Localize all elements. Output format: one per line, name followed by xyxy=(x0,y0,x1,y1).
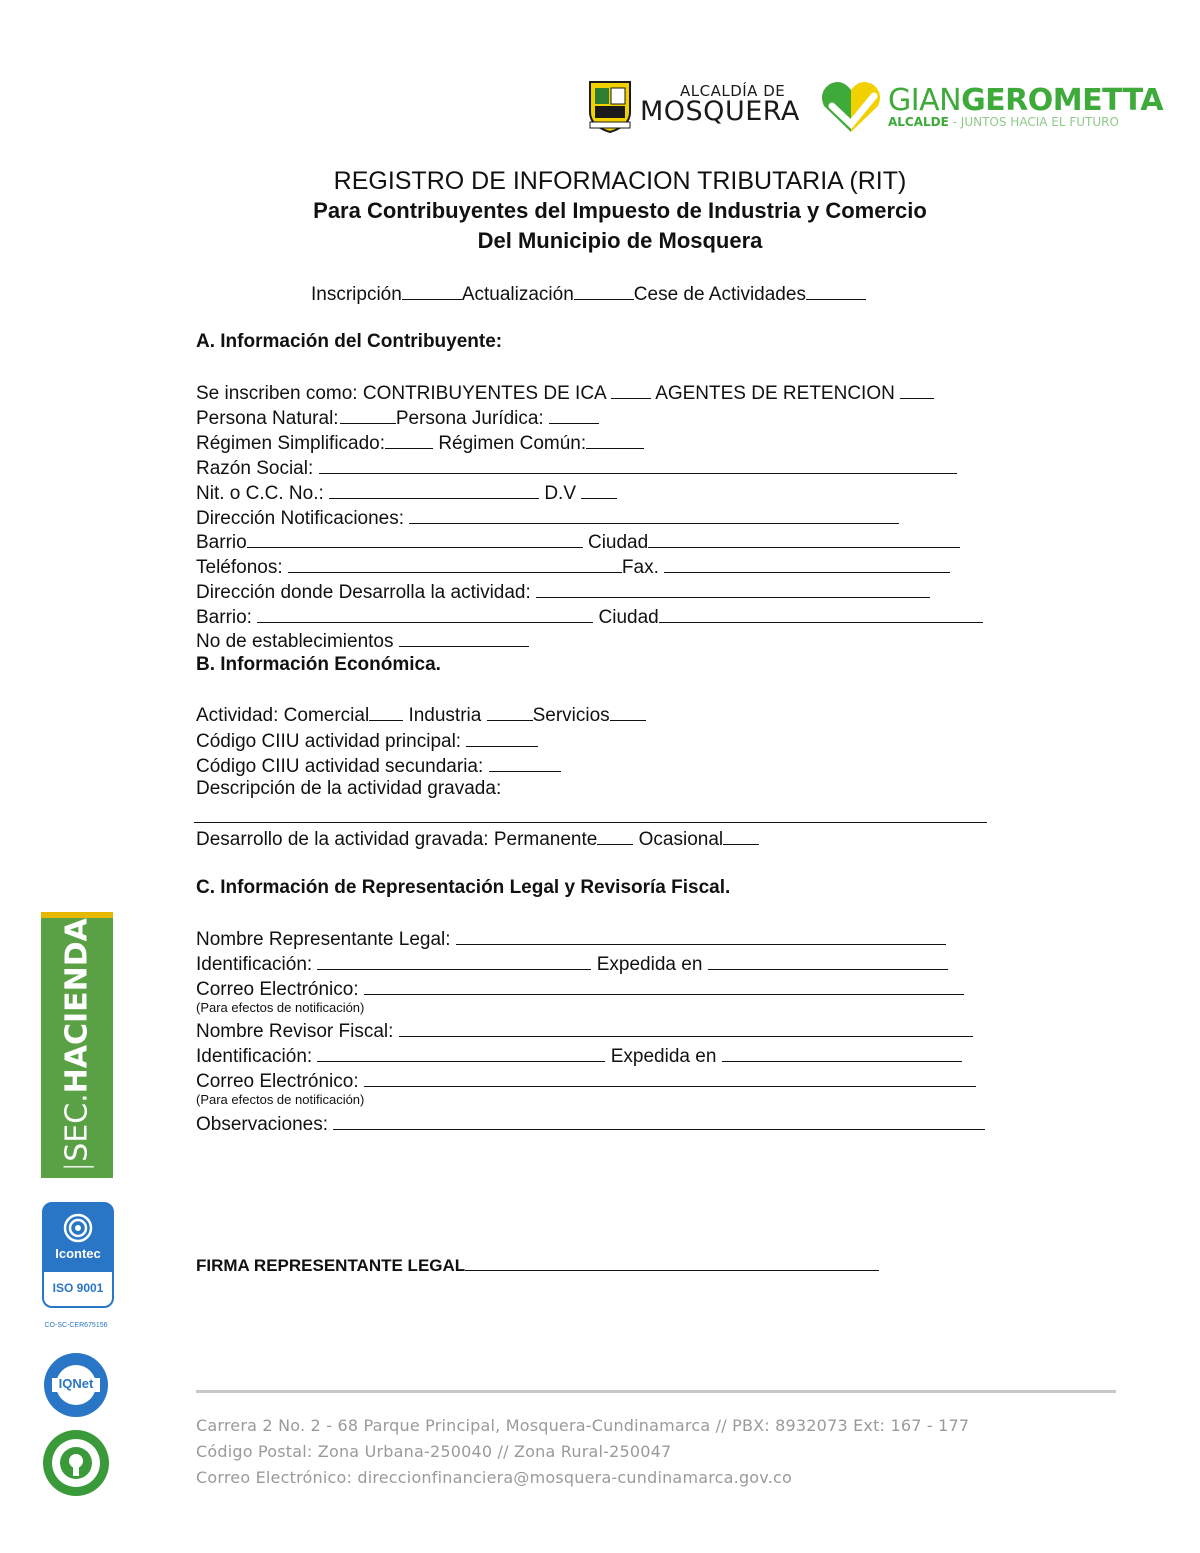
barrio-ciudad-row xyxy=(196,530,960,554)
industria-field[interactable] xyxy=(487,703,533,721)
actualizacion-field[interactable] xyxy=(574,282,634,300)
permanente-field[interactable] xyxy=(597,827,633,845)
ciiu-secundaria-field[interactable] xyxy=(489,754,561,772)
hacienda-prefix: SEC. xyxy=(59,1093,95,1162)
document-subtitle-1: Para Contribuyentes del Impuesto de Industria y Comercio xyxy=(313,198,927,223)
heart-logo xyxy=(818,78,884,136)
direccion-actividad-label: Dirección donde Desarrolla la actividad: xyxy=(196,582,531,603)
footer-postal: Código Postal: Zona Urbana-250040 // Zona Rural-250047 xyxy=(196,1442,672,1461)
hacienda-divider: | xyxy=(59,1161,95,1172)
identificacion-label: Identificación: xyxy=(196,954,313,975)
nombre-revisor-field[interactable] xyxy=(399,1019,973,1037)
dv-label: D.V xyxy=(544,483,576,504)
persona-natural-field[interactable] xyxy=(340,406,396,424)
document-title: REGISTRO DE INFORMACION TRIBUTARIA (RIT) xyxy=(333,167,907,195)
direccion-notificaciones-row xyxy=(196,506,899,530)
footer-email: Correo Electrónico: direccionfinanciera@mosquera-cundinamarca.gov.co xyxy=(196,1468,792,1487)
persona-row xyxy=(196,406,599,430)
ciiu-principal-label: Código CIIU actividad principal: xyxy=(196,731,462,752)
inscriben-row xyxy=(196,381,934,405)
section-a-heading: A. Información del Contribuyente: xyxy=(196,331,503,352)
establecimientos-row xyxy=(196,629,529,653)
servicios-field[interactable] xyxy=(610,703,646,721)
icontec-icon xyxy=(62,1212,94,1244)
mayor-sub-bold: ALCALDE xyxy=(888,115,949,129)
telefonos-row xyxy=(196,555,950,579)
correo-label: Correo Electrónico: xyxy=(196,979,359,1000)
ocasional-label: Ocasional xyxy=(638,829,724,850)
correo2-note: (Para efectos de notificación) xyxy=(196,1092,365,1107)
actividad-row xyxy=(196,703,646,727)
identificacion-row-2 xyxy=(196,1044,962,1068)
icontec-label: Icontec xyxy=(55,1246,101,1261)
expedida2-label: Expedida en xyxy=(610,1046,717,1067)
option-actualizacion: Actualización xyxy=(461,284,574,305)
razon-social-field[interactable] xyxy=(319,456,957,474)
nombre-revisor-label: Nombre Revisor Fiscal: xyxy=(196,1021,394,1042)
section-c-heading: C. Información de Representación Legal y Revisoría Fiscal. xyxy=(196,877,731,898)
mosquera-shield-logo xyxy=(586,78,634,134)
ciudad2-label: Ciudad xyxy=(598,607,659,628)
ciudad-field[interactable] xyxy=(648,530,960,548)
direccion-notificaciones-field[interactable] xyxy=(409,506,899,524)
municipal-seal xyxy=(41,1428,111,1498)
ciudad-label: Ciudad xyxy=(587,532,649,553)
iso-label: ISO 9001 xyxy=(52,1281,104,1295)
mayor-name xyxy=(888,83,1163,118)
ocasional-field[interactable] xyxy=(723,827,759,845)
nombre-representante-label: Nombre Representante Legal: xyxy=(196,929,451,950)
barrio-label: Barrio xyxy=(196,532,247,553)
footer-divider xyxy=(196,1390,1116,1393)
option-inscripcion: Inscripción xyxy=(311,284,402,305)
ica-field[interactable] xyxy=(611,381,651,399)
comercial-field[interactable] xyxy=(369,703,403,721)
agentes-label: AGENTES DE RETENCION xyxy=(655,383,895,404)
correo2-label: Correo Electrónico: xyxy=(196,1071,359,1092)
fax-field[interactable] xyxy=(664,555,950,573)
correo-row-2 xyxy=(196,1069,976,1093)
actividad-comercial-label: Actividad: Comercial xyxy=(196,705,370,726)
ciiu-secundaria-label: Código CIIU actividad secundaria: xyxy=(196,756,484,777)
observaciones-label: Observaciones: xyxy=(196,1114,329,1135)
correo-row xyxy=(196,977,964,1001)
persona-natural-label: Persona Natural: xyxy=(196,408,339,429)
inscriben-label: Se inscriben como: CONTRIBUYENTES DE ICA xyxy=(196,383,606,404)
barrio2-field[interactable] xyxy=(257,605,593,623)
telefonos-field[interactable] xyxy=(288,555,622,573)
regimen-comun-field[interactable] xyxy=(586,431,644,449)
persona-juridica-field[interactable] xyxy=(549,406,599,424)
expedida-field[interactable] xyxy=(708,952,948,970)
dv-field[interactable] xyxy=(581,481,617,499)
ciiu-principal-field[interactable] xyxy=(466,729,538,747)
option-cese: Cese de Actividades xyxy=(633,284,806,305)
expedida2-field[interactable] xyxy=(722,1044,962,1062)
direccion-notificaciones-label: Dirección Notificaciones: xyxy=(196,508,405,529)
registration-type-options xyxy=(311,282,866,306)
barrio-ciudad-row-2 xyxy=(196,605,983,629)
signature-field[interactable] xyxy=(465,1253,879,1271)
regimen-simplificado-field[interactable] xyxy=(385,431,433,449)
nombre-revisor-row xyxy=(196,1019,973,1043)
expedida-label: Expedida en xyxy=(596,954,703,975)
ciiu-secundaria-row xyxy=(196,754,561,778)
mayor-name-bold: GEROMETTA xyxy=(961,83,1164,118)
icontec-badge xyxy=(42,1202,114,1308)
observaciones-row xyxy=(196,1112,985,1136)
fax-label: Fax. xyxy=(621,557,659,578)
nombre-representante-field[interactable] xyxy=(456,927,946,945)
nit-field[interactable] xyxy=(329,481,539,499)
correo-field[interactable] xyxy=(364,977,964,995)
mayor-sub-rest: - JUNTOS HACIA EL FUTURO xyxy=(948,115,1119,129)
establecimientos-field[interactable] xyxy=(399,629,529,647)
nombre-representante-row xyxy=(196,927,946,951)
telefonos-label: Teléfonos: xyxy=(196,557,283,578)
servicios-label: Servicios xyxy=(532,705,610,726)
barrio-field[interactable] xyxy=(247,530,583,548)
section-b-heading: B. Información Económica. xyxy=(196,654,441,675)
agentes-field[interactable] xyxy=(900,381,934,399)
direccion-actividad-field[interactable] xyxy=(536,580,930,598)
nit-row xyxy=(196,481,617,505)
identificacion-row xyxy=(196,952,948,976)
signature-row xyxy=(196,1253,879,1277)
cese-field[interactable] xyxy=(806,282,866,300)
regimen-comun-label: Régimen Común: xyxy=(438,433,587,454)
hacienda-text xyxy=(60,918,95,1172)
razon-social-row xyxy=(196,456,957,480)
desarrollo-row xyxy=(196,827,759,851)
signature-label: FIRMA REPRESENTANTE LEGAL xyxy=(196,1256,466,1275)
descripcion-field[interactable] xyxy=(194,822,987,823)
regimen-simplificado-label: Régimen Simplificado: xyxy=(196,433,386,454)
observaciones-field[interactable] xyxy=(333,1112,985,1130)
establecimientos-label: No de establecimientos xyxy=(196,631,394,652)
document-subtitle-2: Del Municipio de Mosquera xyxy=(477,228,763,253)
correo-note: (Para efectos de notificación) xyxy=(196,1000,365,1015)
alcaldia-line2: MOSQUERA xyxy=(640,96,800,127)
regimen-row xyxy=(196,431,644,455)
iqnet-label: IQNet xyxy=(58,1376,94,1391)
inscripcion-field[interactable] xyxy=(402,282,462,300)
direccion-actividad-row xyxy=(196,580,930,604)
razon-social-label: Razón Social: xyxy=(196,458,314,479)
ciudad2-field[interactable] xyxy=(659,605,983,623)
ciiu-principal-row xyxy=(196,729,538,753)
desarrollo-permanente-label: Desarrollo de la actividad gravada: Permanente xyxy=(196,829,598,850)
descripcion-label: Descripción de la actividad gravada: xyxy=(196,778,502,799)
industria-label: Industria xyxy=(408,705,482,726)
nit-label: Nit. o C.C. No.: xyxy=(196,483,324,504)
descripcion-row xyxy=(196,778,501,800)
persona-juridica-label: Persona Jurídica: xyxy=(395,408,544,429)
identificacion-field[interactable] xyxy=(317,952,591,970)
hacienda-bold: HACIENDA xyxy=(59,918,95,1094)
identificacion2-label: Identificación: xyxy=(196,1046,313,1067)
identificacion2-field[interactable] xyxy=(317,1044,605,1062)
footer-address: Carrera 2 No. 2 - 68 Parque Principal, Mosquera-Cundinamarca // PBX: 8932073 Ext: 167 - 177 xyxy=(196,1416,970,1435)
barrio2-label: Barrio: xyxy=(196,607,252,628)
alcaldia-line1: ALCALDÍA DE xyxy=(680,82,786,100)
mayor-subtitle xyxy=(888,115,1119,129)
mayor-name-light: GIAN xyxy=(888,83,962,118)
correo2-field[interactable] xyxy=(364,1069,976,1087)
cert-code: CO-SC-CER675156 xyxy=(44,1322,108,1329)
iso-box xyxy=(44,1272,112,1306)
hacienda-banner xyxy=(41,912,113,1178)
